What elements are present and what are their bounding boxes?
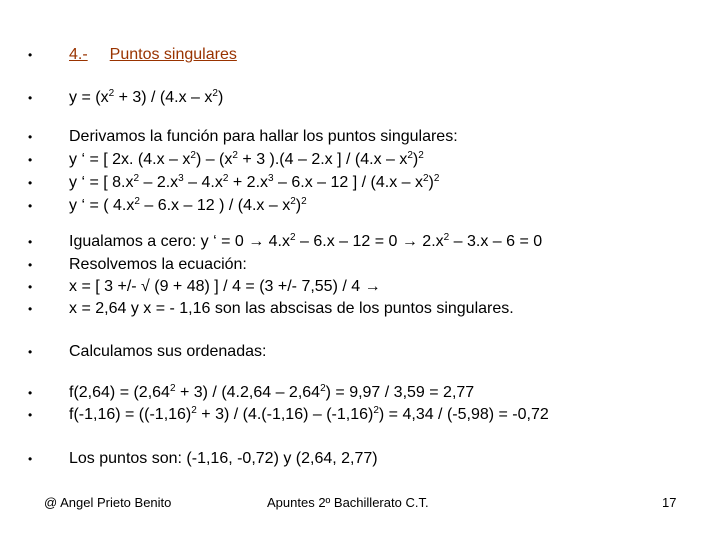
abscissas-line <box>0 299 720 321</box>
derivative-step-2-line <box>0 173 720 195</box>
result-points-text: Los puntos son: (-1,16, -0,72) y (2,64, 2,77) <box>69 450 378 467</box>
footer-page-number: 17 <box>662 495 677 510</box>
ordinates-intro-line <box>0 342 720 364</box>
bullet: • <box>28 408 33 422</box>
ordinate-2-text: $f(-1,16) = ((-1,16)^2 + 3) / (4.(-1,16) - (-1,16)^2) = 4,34 / (-5,98) = -0,72$ <box>69 405 549 423</box>
section-title-text: Puntos singulares <box>109 46 237 63</box>
derivative-step-3-line <box>0 196 720 218</box>
function-text: $y = (x^2 + 3) / (4.x - x^2)$ <box>69 88 224 106</box>
bullet: • <box>28 452 33 466</box>
derivative-step-3-text: y ‘ = ( $4.x^2 - 6.x - 12$ ) / $(4.x - x^2)^2$ <box>69 196 307 214</box>
solve-intro-line <box>0 255 720 277</box>
bullet: • <box>28 199 33 213</box>
section-number: 4.- <box>69 46 88 63</box>
bullet: • <box>28 280 33 294</box>
bullet: • <box>28 386 33 400</box>
footer-author: @ Angel Prieto Benito <box>44 495 172 510</box>
ordinates-intro-text: Calculamos sus ordenadas: <box>69 343 267 360</box>
footer-course: Apuntes 2º Bachillerato C.T. <box>267 495 429 510</box>
equate-zero-text: Igualamos a cero: y ‘ = $0 \to 4.x^2 - 6.x - 12 = 0 \to 2.x^2 - 3.x - 6 = 0$ <box>69 232 543 250</box>
function-line <box>0 88 720 110</box>
ordinate-1-text: $f(2,64) = (2,64^2 + 3) / (4.2,64 - 2,64^2) = 9,97 / 3,59 = 2,77$ <box>69 383 475 401</box>
bullet: • <box>28 130 33 144</box>
bullet: • <box>28 258 33 272</box>
bullet: • <box>28 48 33 62</box>
derivative-step-1-text: y ‘ = [ 2x. $(4.x - x^2) - (x^2 + 3$ ).(4 – 2.x ] / $(4.x - x^2)^2$ <box>69 150 424 168</box>
section-title <box>69 45 237 65</box>
quadratic-formula-text: x = [ 3 +/- √ (9 + 48) ] / 4 = (3 +/- 7,55) / 4 → <box>69 278 381 295</box>
title-row <box>0 45 720 67</box>
bullet: • <box>28 153 33 167</box>
ordinate-1-line <box>0 383 720 405</box>
arrow-right-icon: → <box>401 233 418 250</box>
bullet: • <box>28 235 33 249</box>
arrow-right-icon: → <box>364 278 381 295</box>
result-points-line <box>0 449 720 471</box>
bullet: • <box>28 91 33 105</box>
quadratic-formula-line <box>0 277 720 299</box>
derivative-step-2-text: y ‘ = [ $8.x^2 - 2.x^3 - 4.x^2 + 2.x^3 - 6.x - 12$ ] / $(4.x - x^2)^2$ <box>69 173 440 191</box>
bullet: • <box>28 345 33 359</box>
ordinate-2-line <box>0 405 720 427</box>
solve-intro-text: Resolvemos la ecuación: <box>69 256 247 273</box>
derivative-step-1-line <box>0 150 720 172</box>
bullet: • <box>28 302 33 316</box>
bullet: • <box>28 176 33 190</box>
arrow-right-icon: → <box>248 233 265 250</box>
derivative-intro-line <box>0 127 720 149</box>
derivative-intro-text: Derivamos la función para hallar los puntos singulares: <box>69 128 458 145</box>
abscissas-text: x = 2,64 y x = - 1,16 son las abscisas de los puntos singulares. <box>69 300 514 317</box>
equate-zero-line <box>0 232 720 254</box>
